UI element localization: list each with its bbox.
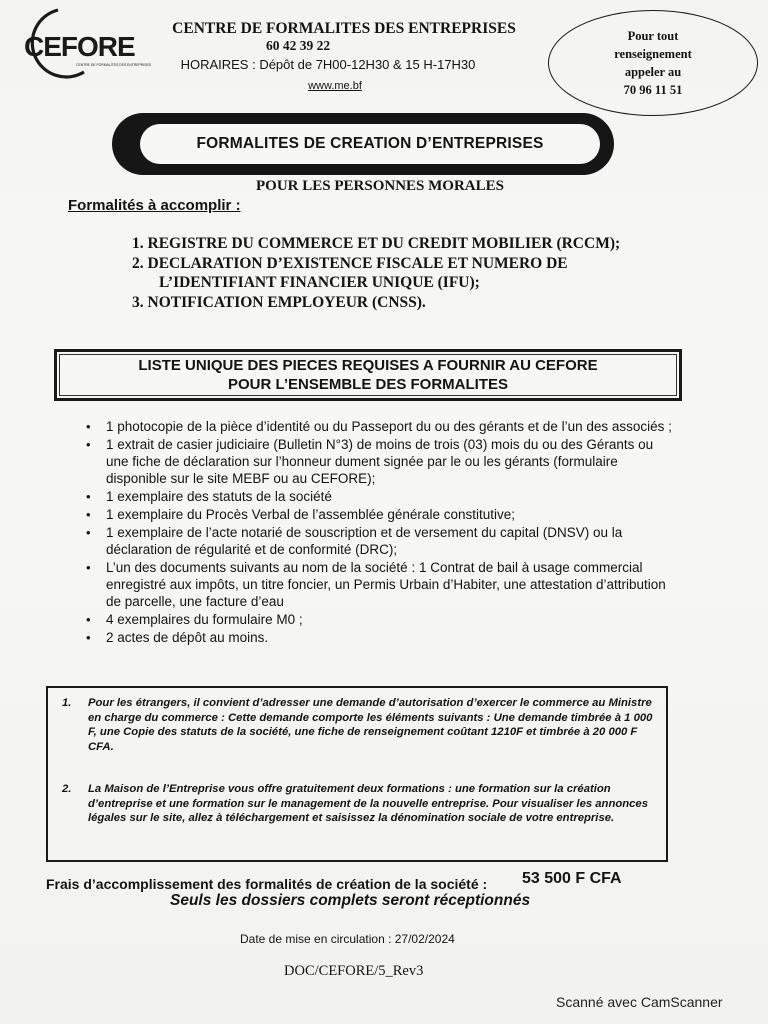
required-documents-box xyxy=(54,349,682,401)
bullet-icon: • xyxy=(86,419,91,434)
list-item-text: 1 exemplaire de l’acte notarié de souscription et de versement du capital (DNSV) ou la déclaration de régularité et de conformité (DRC); xyxy=(106,525,623,557)
note-item xyxy=(62,782,649,826)
required-documents-list xyxy=(84,418,676,647)
bullet-icon: • xyxy=(86,630,91,645)
bullet-icon: • xyxy=(86,525,91,540)
list-title-line: POUR L’ENSEMBLE DES FORMALITES xyxy=(227,376,509,393)
cefore-logo xyxy=(18,6,151,80)
list-title-line: LISTE UNIQUE DES PIECES REQUISES A FOURNIR AU CEFORE xyxy=(138,357,598,374)
formalities-list xyxy=(132,234,680,313)
list-item-text: 1 exemplaire des statuts de la société xyxy=(106,489,332,504)
note-number: 2. xyxy=(62,783,72,795)
list-item xyxy=(84,418,676,435)
info-line: Pour tout xyxy=(627,29,679,43)
header-hours: HORAIRES : Dépôt de 7H00-12H30 & 15 H-17H30 xyxy=(180,57,476,72)
circulation-date: Date de mise en circulation : 27/02/2024 xyxy=(240,932,455,946)
scanner-watermark: Scanné avec CamScanner xyxy=(556,994,723,1010)
list-item xyxy=(84,611,676,628)
note-text: La Maison de l’Entreprise vous offre gratuitement deux formations : une formation sur la création d’entreprise et une formation sur le management de la nouvelle entreprise. Pour visualiser les annonces légales sur le site, allez à téléchargement et saisissez la dénomination sociale de votre entreprise. xyxy=(88,783,649,824)
list-item-text: 4 exemplaires du formulaire M0 ; xyxy=(106,612,303,627)
list-item xyxy=(84,524,676,558)
note-text: Pour les étrangers, il convient d’adresser une demande d’autorisation d’exercer le commerce au Ministre en charge du commerce : Cette demande comporte les éléments suivants : Une demande timbrée à 1 000 F, une Copie des statuts de la société, une fiche de renseignement coûtant 1210F et timbrée à 20 000 F CFA. xyxy=(88,697,653,753)
list-item xyxy=(84,488,676,505)
main-title: FORMALITES DE CREATION D’ENTREPRISES xyxy=(196,135,544,152)
complete-files-notice: Seuls les dossiers complets seront réceptionnés xyxy=(170,892,531,909)
fees-value: 53 500 F CFA xyxy=(522,870,622,887)
fees-label: Frais d’accomplissement des formalités de création de la société : xyxy=(46,876,488,892)
note-item xyxy=(62,696,658,754)
bullet-icon: • xyxy=(86,612,91,627)
title-banner-inner xyxy=(140,124,600,164)
list-item xyxy=(84,436,676,487)
formalities-heading: Formalités à accomplir : xyxy=(68,197,241,214)
subtitle: POUR LES PERSONNES MORALES xyxy=(256,178,504,194)
info-line: renseignement xyxy=(614,47,692,61)
bullet-icon: • xyxy=(86,507,91,522)
logo-text: CEFORE xyxy=(24,31,135,62)
list-item xyxy=(84,559,676,610)
header-title: CENTRE DE FORMALITES DES ENTREPRISES xyxy=(172,20,516,37)
bullet-icon: • xyxy=(86,437,91,452)
note-number: 1. xyxy=(62,697,72,709)
list-item-text: 2 actes de dépôt au moins. xyxy=(106,630,269,645)
list-item-text: 1 exemplaire du Procès Verbal de l’assemblée générale constitutive; xyxy=(106,507,515,522)
document-reference: DOC/CEFORE/5_Rev3 xyxy=(284,963,424,979)
formality-item: 2. DECLARATION D’EXISTENCE FISCALE ET NUMERO DE L’IDENTIFIANT FINANCIER UNIQUE (IFU); xyxy=(132,255,568,291)
list-item-text: L’un des documents suivants au nom de la société : 1 Contrat de bail à usage commercial enregistré aux impôts, un titre foncier, un Permis Urbain d’Habiter, une attestation d’attribution de parcelle, une facture d’eau xyxy=(106,560,666,609)
bullet-icon: • xyxy=(86,560,91,575)
header-phone: 60 42 39 22 xyxy=(265,38,331,53)
info-oval xyxy=(548,10,758,116)
logo-subtext: CENTRE DE FORMALITES DES ENTREPRISES xyxy=(76,63,151,67)
info-phone: 70 96 11 51 xyxy=(623,83,683,97)
formality-item: 3. NOTIFICATION EMPLOYEUR (CNSS). xyxy=(132,294,426,311)
info-line: appeler au xyxy=(624,65,682,79)
formality-item: 1. REGISTRE DU COMMERCE ET DU CREDIT MOBILIER (RCCM); xyxy=(132,235,621,252)
bullet-icon: • xyxy=(86,489,91,504)
list-item-text: 1 extrait de casier judiciaire (Bulletin N°3) de moins de trois (03) mois du ou des Gérants ou une fiche de déclaration sur l’honneur dument signée par le ou les gérants (formulaire disponible sur le site MEBF ou au CEFORE); xyxy=(106,437,654,486)
list-item-text: 1 photocopie de la pièce d’identité ou du Passeport du ou des gérants et de l’un des associés ; xyxy=(106,419,672,434)
list-item xyxy=(84,629,676,646)
notes-box xyxy=(46,686,668,862)
header-website[interactable]: www.me.bf xyxy=(308,80,362,92)
list-item xyxy=(84,506,676,523)
